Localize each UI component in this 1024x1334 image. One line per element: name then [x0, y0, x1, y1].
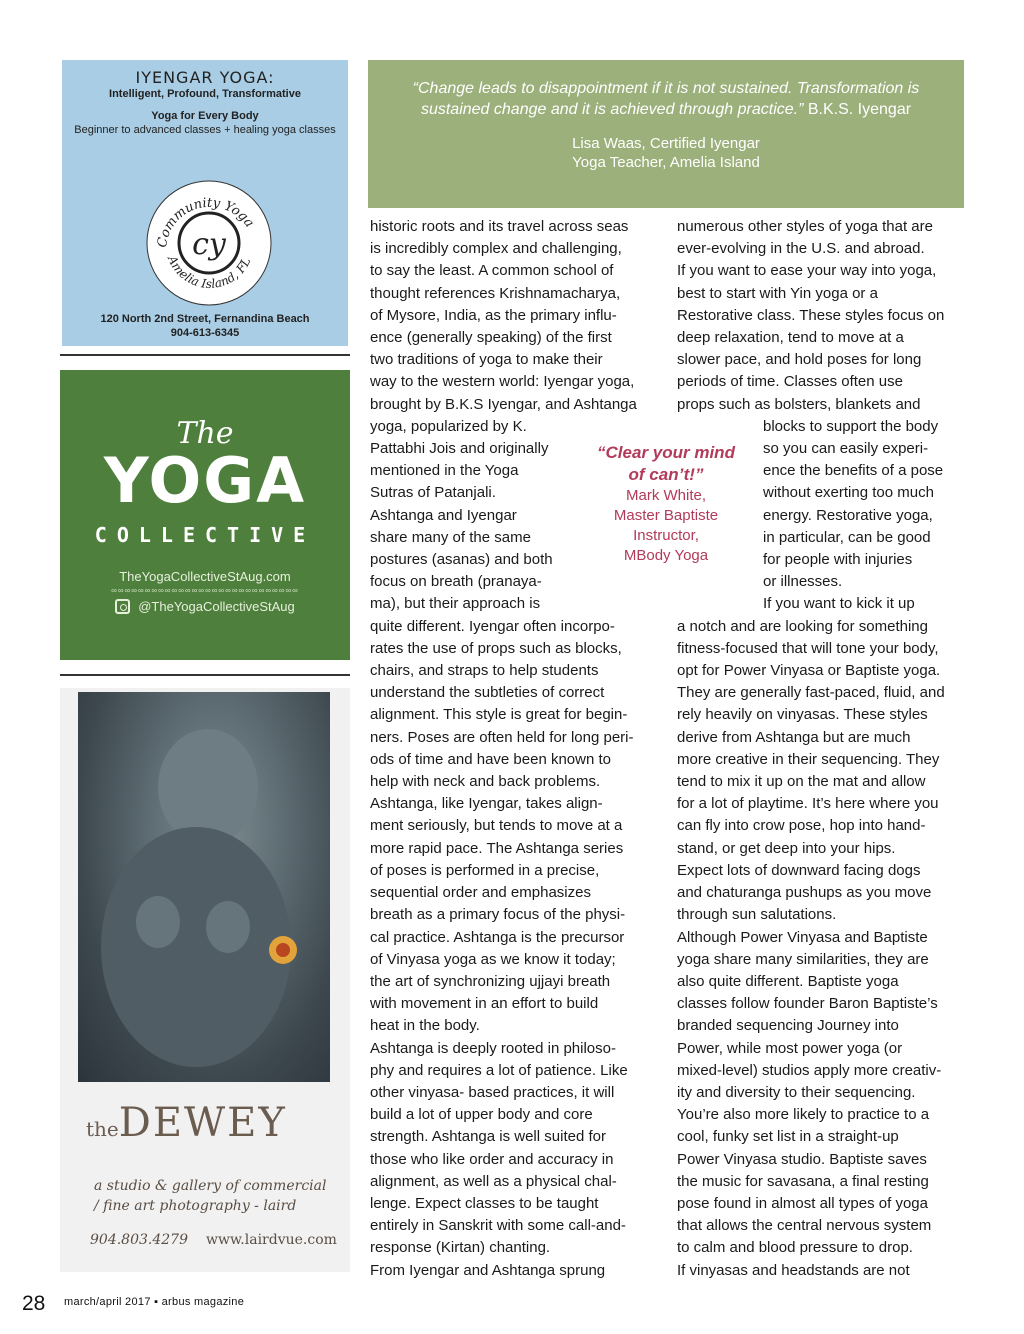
the-dewey-ad[interactable] [60, 688, 350, 1272]
banner-attribution: B.K.S. Iyengar [807, 101, 912, 118]
column-right-bottom: a notch and are looking for something fitness-focused that will tone your body, opt for Power Vinyasa or Baptiste yoga. They are generally fast-paced, fluid, and rely heavily on vinyasas. These styles derive from Ashtanga but are much more creative in their sequencing. They tend to mix it up on the mat and allow for a lot of playtime. It’s here where you can fly into crow pose, hop into hand- stand, or get deep into your hips. Expect lots of downward facing dogs and chaturanga pushups as you move through sun salutations. Although Power Vinyasa and Baptiste yoga share many similarities, they are also quite different. Baptiste yoga classes follow founder Baron Baptiste’s branded sequencing Journey into Power, while most power yoga (or mixed-level) studios apply more creativ- ity and diversity to their sequencing. You’re also more likely to practice to a cool, funky set list in a straight-up Power Vinyasa studio. Baptiste saves the music for savasana, a final resting pose found in almost all types of yoga that allows the central nervous system to calm and blood pressure to drop. If vinyasas and headstands are not [677, 617, 945, 1279]
dewey-brand [86, 1100, 287, 1146]
tagline-1: a studio & gallery of commercial [94, 1178, 327, 1194]
column-right-top: numerous other styles of yoga that are ever-evolving in the U.S. and abroad. If you want to ease your way into yoga, best to start with Yin yoga or a Restorative class. These styles focus on deep relaxation, tend to move at a slower pace, and hold poses for long periods of time. Classes often use props such as bolsters, blankets and [677, 218, 945, 413]
iyengar-yoga-ad[interactable] [62, 60, 348, 346]
tagline-2: / fine art photography - laird [94, 1198, 297, 1214]
brand-the: the [86, 1117, 119, 1141]
logo-text-top: Community Yoga [154, 195, 257, 249]
article-column-left [370, 216, 662, 1282]
issue-footer: march/april 2017 ▪ arbus magazine [64, 1296, 245, 1308]
page-number: 28 [22, 1292, 46, 1315]
brand-dewey: DEWEY [118, 1100, 287, 1146]
article-column-right [677, 216, 969, 1282]
community-yoga-logo-icon [144, 178, 274, 308]
yoga-collective-ad[interactable] [60, 370, 350, 660]
ad-address-block [62, 312, 348, 340]
ad-line1: Yoga for Every Body [151, 110, 259, 122]
decorative-dots: ∞∞∞∞∞∞∞∞∞∞∞∞∞∞∞∞∞∞∞∞∞∞∞∞∞∞∞∞ [111, 586, 299, 595]
dewey-phone: 904.803.4279 [90, 1232, 188, 1248]
ad-the: The [176, 416, 234, 451]
instagram-handle-row[interactable] [60, 599, 350, 614]
statue-photo [78, 692, 330, 1082]
quote-banner [368, 60, 964, 208]
dewey-tagline [94, 1176, 326, 1216]
instagram-handle: @TheYogaCollectiveStAug [138, 599, 295, 614]
ad-address: 120 North 2nd Street, Fernandina Beach [100, 313, 310, 325]
pull-quote-line2: of can’t!” [628, 465, 704, 484]
credit-line-1: Lisa Waas, Certified Iyengar [572, 135, 760, 152]
banner-credit [368, 134, 964, 172]
divider [60, 674, 350, 676]
column-left-top: historic roots and its travel across seas is incredibly complex and challenging, to say the least. A common school of thought references Krishnamacharya, of Mysore, India, as the primary influ- ence (generally speaking) of the first two traditions of yoga to make their way to the western world: Iyengar yoga, brought by B.K.S Iyengar, and Ashtanga yoga, popularized by K. Pattabhi Jois and originally mentioned in the Yoga Sutras of Patanjali. Ashtanga and Iyengar share many of the same postures (asanas) and both focus on breath (pranaya- ma), but their approach is [370, 218, 637, 613]
logo-monogram: cy [192, 227, 226, 262]
pull-quote-name: Mark White, [625, 487, 706, 504]
ad-phone: 904-613-6345 [170, 327, 240, 339]
banner-quote-block [368, 78, 964, 120]
ad-tagline: Intelligent, Profound, Transformative [109, 88, 301, 100]
pull-quote-role1: Master Baptiste [613, 507, 719, 524]
ad-yoga: YOGA [103, 444, 307, 517]
ad-title: IYENGAR YOGA: [135, 68, 275, 87]
pull-quote-line1: “Clear your mind [597, 443, 735, 462]
dewey-website[interactable]: www.lairdvue.com [206, 1232, 337, 1248]
ad-collective: COLLECTIVE [94, 523, 316, 547]
column-left-bottom: quite different. Iyengar often incorpo- rates the use of props such as blocks, chairs, and straps to help students understand the subtleties of correct alignment. This style is great for begin- ners. Poses are often held for long peri- ods of time and have been known to help with neck and back problems. Ashtanga, like Iyengar, takes align- ment seriously, but tends to move at a more rapid pace. The Ashtanga series of poses is performed in a precise, sequential order and emphasizes breath as a primary focus of the physi- cal practice. Ashtanga is the precursor of Vinyasa yoga as we know it today; the art of synchronizing ujjayi breath with movement in an effort to build heat in the body. Ashtanga is deeply rooted in philoso- phy and requires a lot of patience. Like other vinyasa- based practices, it will build a lot of upper body and core strength. Ashtanga is well suited for those who like order and accuracy in alignment, as well as a physical chal- lenge. Expect classes to be taught entirely in Sanskrit with some call-and- response (Kirtan) chanting. From Iyengar and Ashtanga sprung [370, 617, 634, 1279]
pull-quote-org: MBody Yoga [623, 547, 709, 564]
statue-silhouette-icon [78, 692, 330, 1082]
instagram-icon [115, 599, 130, 614]
column-right-mid: blocks to support the body so you can easily experi- ence the benefits of a pose without exerting too much energy. Restorative yoga, in particular, can be good for people with injuries or illnesses. If you want to kick it up [763, 417, 944, 613]
ad-url[interactable]: TheYogaCollectiveStAug.com [119, 569, 291, 584]
credit-line-2: Yoga Teacher, Amelia Island [572, 154, 760, 171]
logo-text-bottom: Amelia Island, FL [165, 253, 254, 291]
divider [60, 354, 350, 356]
ad-line2: Beginner to advanced classes + healing yoga classes [74, 124, 336, 136]
banner-quote: “Change leads to disappointment if it is not sustained. Transformation is sustained change and it is achieved through practice.” [412, 80, 920, 118]
pull-quote-role2: Instructor, [633, 527, 699, 544]
